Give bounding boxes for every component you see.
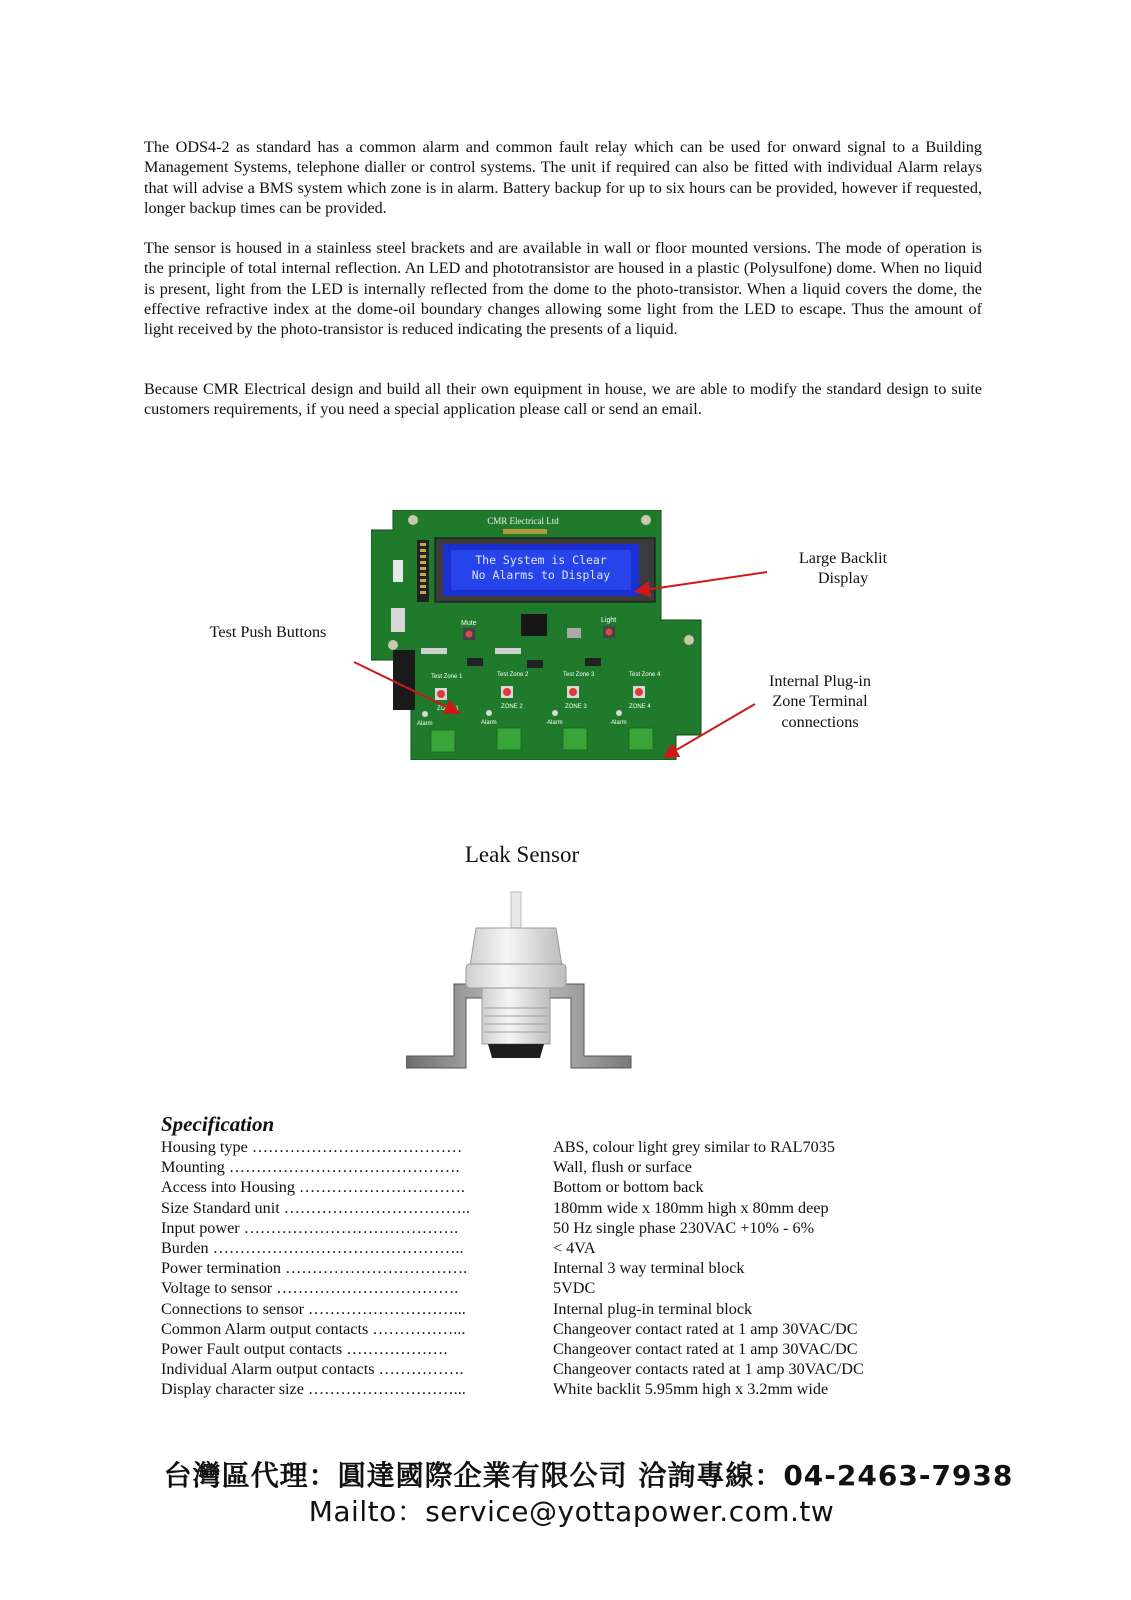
spec-value: Changeover contacts rated at 1 amp 30VAC/DC — [553, 1360, 864, 1379]
spec-row — [161, 1278, 921, 1298]
specification-table — [161, 1137, 921, 1399]
callout-display-label: Large Backlit Display — [798, 549, 888, 588]
light-label: Light — [601, 617, 617, 624]
spec-row — [161, 1157, 921, 1177]
spec-value: Wall, flush or surface — [553, 1158, 692, 1177]
spec-value: Bottom or bottom back — [553, 1178, 704, 1197]
spec-value: 5VDC — [553, 1279, 596, 1298]
spec-row — [161, 1299, 921, 1319]
spec-value: < 4VA — [553, 1238, 596, 1257]
intro-paragraph-custom: Because CMR Electrical design and build all their own equipment in house, we are able to modify the standard design to suite customers requirements, if you need a special application please call or send an email. — [144, 380, 982, 419]
test-zone-2-label: Test Zone 2 — [497, 672, 529, 678]
spec-label: Display character size ………………………... — [161, 1380, 466, 1399]
spec-label: Access into Housing …………………………. — [161, 1178, 465, 1197]
spec-label: Size Standard unit …………………………….. — [161, 1198, 470, 1217]
spec-value: 180mm wide x 180mm high x 80mm deep — [553, 1198, 829, 1217]
test-zone-1-label: Test Zone 1 — [431, 674, 463, 680]
spec-label: Common Alarm output contacts ……………... — [161, 1319, 466, 1338]
spec-row — [161, 1137, 921, 1157]
callout-terminals-label: Internal Plug-in Zone Terminal connections — [768, 672, 872, 731]
spec-row — [161, 1359, 921, 1379]
arrow-display — [638, 572, 767, 591]
spec-value: Internal 3 way terminal block — [553, 1259, 745, 1278]
spec-row — [161, 1177, 921, 1197]
alarm-label-3: Alarm — [547, 720, 563, 726]
mute-label: Mute — [461, 620, 477, 627]
spec-row — [161, 1258, 921, 1278]
spec-label: Power Fault output contacts ………………. — [161, 1339, 448, 1358]
spec-row — [161, 1379, 921, 1399]
zone-1-label: ZONE 1 — [437, 706, 459, 712]
lcd-line-1: The System is Clear — [475, 553, 607, 567]
spec-label: Voltage to sensor ……………………………. — [161, 1279, 459, 1298]
spec-label: Input power …………………………………. — [161, 1218, 459, 1237]
spec-row — [161, 1218, 921, 1238]
spec-label: Housing type ………………………………… — [161, 1138, 463, 1156]
intro-paragraph-sensor: The sensor is housed in a stainless steel brackets and are available in wall or floor mounted versions. The mode of operation is the principle of total internal reflection. An LED and phototransistor are housed in a plastic (Polysulfone) dome. When no liquid is present, light from the LED is internally reflected from the dome to the photo-transistor. When a liquid covers the dome, the effective refractive index at the dome-oil boundary changes allowing some light from the LED to escape. Thus the amount of light received by the photo-transistor is reduced indicating the presents of a liquid. — [144, 239, 982, 339]
spec-value: Internal plug-in terminal block — [553, 1299, 753, 1318]
spec-value: 50 Hz single phase 230VAC +10% - 6% — [553, 1218, 815, 1237]
spec-label: Mounting ……………………………………. — [161, 1158, 460, 1177]
leak-sensor-title: Leak Sensor — [464, 842, 580, 867]
pcb-brand: CMR Electrical Ltd — [487, 516, 559, 526]
test-zone-3-label: Test Zone 3 — [563, 672, 595, 678]
footer-agent-line: 台灣區代理：圓達國際企業有限公司 洽詢專線：04-2463-7938 — [163, 1459, 1014, 1492]
alarm-label-1: Alarm — [417, 721, 433, 727]
arrow-buttons — [354, 662, 457, 712]
spec-value: White backlit 5.95mm high x 3.2mm wide — [553, 1380, 829, 1399]
spec-value: ABS, colour light grey similar to RAL7035 — [553, 1138, 835, 1156]
callout-buttons-label: Test Push Buttons — [209, 623, 327, 641]
zone-4-label: ZONE 4 — [629, 704, 651, 710]
zone-3-label: ZONE 3 — [565, 704, 587, 710]
spec-label: Burden ……………………………………….. — [161, 1238, 464, 1257]
specification-heading: Specification — [161, 1112, 275, 1136]
spec-label: Individual Alarm output contacts ……………. — [161, 1360, 464, 1379]
alarm-label-4: Alarm — [611, 720, 627, 726]
spec-row — [161, 1339, 921, 1359]
spec-row — [161, 1319, 921, 1339]
spec-row — [161, 1198, 921, 1218]
footer-mail-line: Mailto：service@yottapower.com.tw — [308, 1495, 835, 1528]
spec-label: Connections to sensor ………………………... — [161, 1299, 466, 1318]
lcd-line-2: No Alarms to Display — [471, 568, 611, 582]
spec-value: Changeover contact rated at 1 amp 30VAC/DC — [553, 1319, 858, 1338]
alarm-label-2: Alarm — [481, 720, 497, 726]
spec-row — [161, 1238, 921, 1258]
zone-2-label: ZONE 2 — [501, 704, 523, 710]
test-zone-4-label: Test Zone 4 — [629, 672, 661, 678]
spec-label: Power termination ……………………………. — [161, 1259, 468, 1278]
spec-value: Changeover contact rated at 1 amp 30VAC/DC — [553, 1339, 858, 1358]
intro-paragraph-relays: The ODS4-2 as standard has a common alarm and common fault relay which can be used for onward signal to a Building Management Systems, telephone dialler or control systems. The unit if required can also be fitted with individual Alarm relays that will advise a BMS system which zone is in alarm. Battery backup for up to six hours can be provided, however if requested, longer backup times can be provided. — [144, 138, 982, 217]
leak-sensor-image — [406, 888, 636, 1088]
